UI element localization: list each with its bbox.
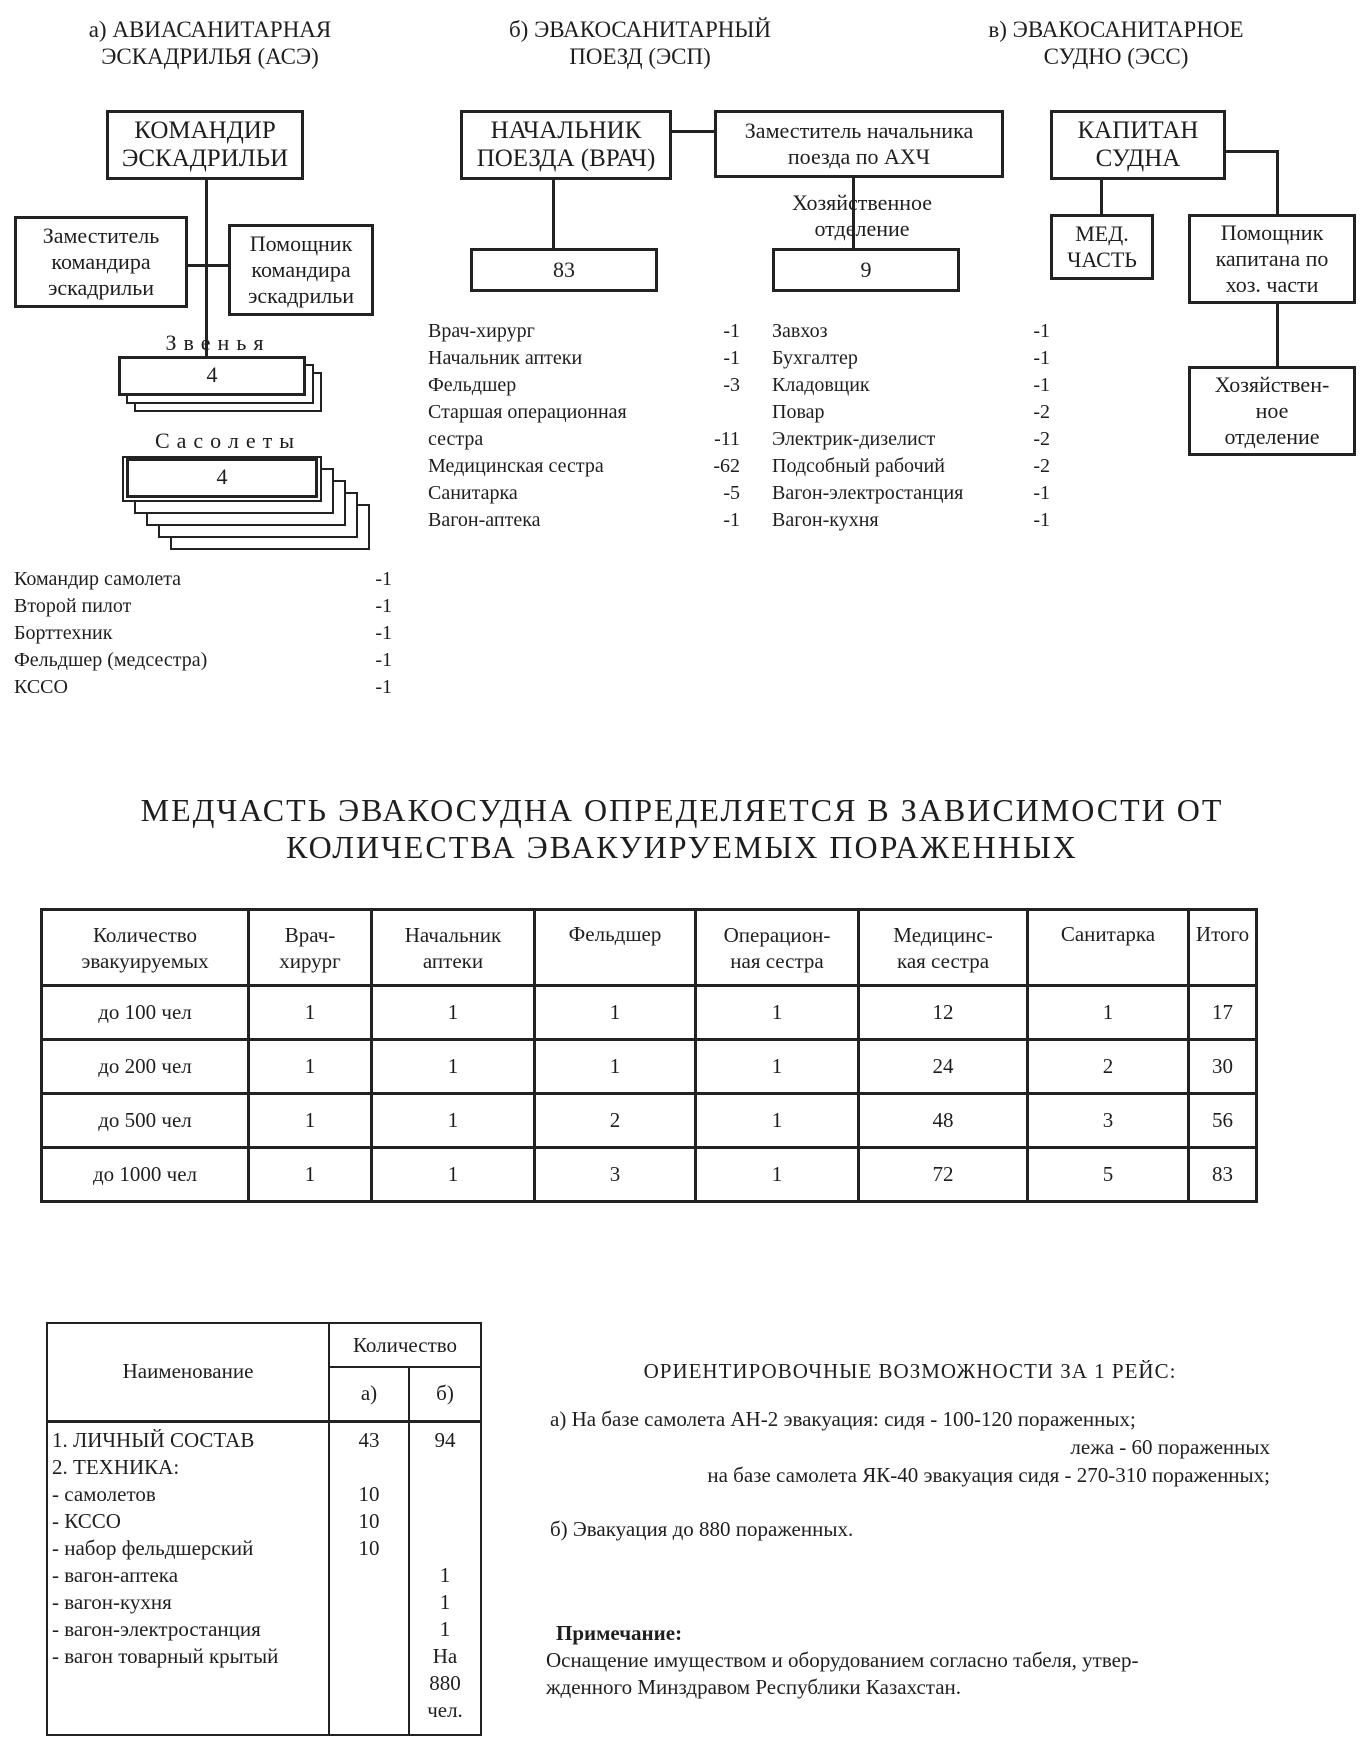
table-cell: 48 — [859, 1094, 1028, 1148]
table-cell: 1 — [696, 986, 859, 1040]
table-header-cell: а) — [329, 1367, 409, 1421]
table-cell: 1 — [372, 1040, 535, 1094]
deputy-commander-box: Заместитель командира эскадрильи — [14, 216, 188, 308]
table-cell: 24 — [859, 1040, 1028, 1094]
medical-unit-table — [40, 908, 1258, 1203]
list-item: Завхоз -1 — [772, 320, 1050, 342]
table-header-cell: Количество — [329, 1323, 481, 1367]
table-row — [42, 986, 1257, 1040]
table-row — [47, 1421, 481, 1735]
section-c-title: в) ЭВАКОСАНИТАРНОЕ СУДНО (ЭСС) — [988, 17, 1244, 69]
table-header-cell: Фельдшер — [535, 910, 696, 986]
list-item: Кладовщик -1 — [772, 374, 1050, 396]
section-a-title: а) АВИАСАНИТАРНАЯ ЭСКАДРИЛЬЯ (АСЭ) — [88, 17, 332, 69]
table-cell: 3 — [535, 1148, 696, 1202]
list-item: Электрик-дизелист -2 — [772, 428, 1050, 450]
connector-line — [1276, 304, 1279, 366]
ship-captain-box: КАПИТАН СУДНА — [1050, 110, 1226, 180]
train-deputy-box: Заместитель начальника поезда по АХЧ — [714, 110, 1004, 178]
table-header-cell: Начальник аптеки — [372, 910, 535, 986]
list-item: Второй пилот -1 — [14, 595, 392, 617]
table-header-cell: Наименование — [47, 1323, 329, 1421]
table-header-cell: б) — [409, 1367, 481, 1421]
train-medical-staff-list — [428, 318, 740, 534]
connector-line — [1226, 150, 1278, 153]
list-item: Вагон-кухня -1 — [772, 509, 1050, 531]
ship-assistant-captain-box: Помощник капитана по хоз. части — [1188, 214, 1356, 304]
household-staff-count-box: 9 — [772, 248, 960, 292]
list-item: Повар -2 — [772, 401, 1050, 423]
capabilities-line: на базе самолета ЯК-40 эвакуация сидя - 270-310 пораженных; — [707, 1463, 1270, 1487]
table-cell: 1 — [535, 986, 696, 1040]
list-item: Фельдшер -3 — [428, 374, 740, 396]
list-item: Вагон-аптека -1 — [428, 509, 740, 531]
capabilities-line: б) Эвакуация до 880 пораженных. — [550, 1517, 854, 1541]
crew-list — [14, 566, 392, 701]
connector-line — [1276, 150, 1279, 214]
table-cell: 1 — [249, 1148, 372, 1202]
list-item: сестра -11 — [428, 428, 740, 450]
table-header-cell: Санитарка — [1028, 910, 1189, 986]
ship-medical-unit-box: МЕД. ЧАСТЬ — [1050, 214, 1154, 280]
train-chief-box: НАЧАЛЬНИК ПОЕЗДА (ВРАЧ) — [460, 110, 672, 180]
table-cell: до 100 чел — [42, 986, 249, 1040]
table-cell: 12 — [859, 986, 1028, 1040]
quantity-b-cell: 94 1 1 1 На 880 чел. — [409, 1421, 481, 1735]
list-item: Подсобный рабочий -2 — [772, 455, 1050, 477]
table-header-row — [42, 910, 1257, 986]
table-cell: 5 — [1028, 1148, 1189, 1202]
list-item: Начальник аптеки -1 — [428, 347, 740, 369]
train-household-staff-list — [772, 318, 1050, 534]
table-header-cell: Операцион- ная сестра — [696, 910, 859, 986]
capabilities-line: лежа - 60 пораженных — [1070, 1435, 1270, 1459]
table-cell: 1 — [696, 1148, 859, 1202]
capabilities-line: а) На базе самолета АН-2 эвакуация: сидя - 100-120 пораженных; — [550, 1407, 1136, 1431]
table-row — [42, 1094, 1257, 1148]
connector-line — [1100, 180, 1103, 214]
table-cell: до 1000 чел — [42, 1148, 249, 1202]
table-header-cell: Медицинс- кая сестра — [859, 910, 1028, 986]
table-cell: 1 — [372, 1148, 535, 1202]
table-cell: 83 — [1189, 1148, 1257, 1202]
list-item: Фельдшер (медсестра) -1 — [14, 649, 392, 671]
list-item: Медицинская сестра -62 — [428, 455, 740, 477]
table-cell: 1 — [249, 1040, 372, 1094]
table-cell: 56 — [1189, 1094, 1257, 1148]
capabilities-title: ОРИЕНТИРОВОЧНЫЕ ВОЗМОЖНОСТИ ЗА 1 РЕЙС: — [643, 1359, 1177, 1383]
links-label: Звенья — [165, 330, 271, 355]
table-cell: 17 — [1189, 986, 1257, 1040]
section-b-title: б) ЭВАКОСАНИТАРНЫЙ ПОЕЗД (ЭСП) — [508, 17, 772, 69]
table-cell: 1 — [535, 1040, 696, 1094]
table-cell: до 200 чел — [42, 1040, 249, 1094]
connector-line — [552, 180, 555, 248]
list-item: Командир самолета -1 — [14, 568, 392, 590]
table-cell: 1 — [372, 1094, 535, 1148]
household-department-label: Хозяйственное отделение — [791, 190, 933, 241]
list-item: Бухгалтер -1 — [772, 347, 1050, 369]
table-header-row — [47, 1323, 481, 1367]
table-cell: 1 — [249, 986, 372, 1040]
aircraft-count: 4 — [216, 464, 228, 489]
table-cell: 1 — [249, 1094, 372, 1148]
note-label: Примечание: — [556, 1621, 683, 1645]
quantity-a-cell: 43 10 10 10 — [329, 1421, 409, 1735]
table-cell: 1 — [696, 1094, 859, 1148]
list-item: Вагон-электростанция -1 — [772, 482, 1050, 504]
table-cell: 30 — [1189, 1040, 1257, 1094]
table-cell: 72 — [859, 1148, 1028, 1202]
table-header-cell: Врач- хирург — [249, 910, 372, 986]
main-heading: МЕДЧАСТЬ ЭВАКОСУДНА ОПРЕДЕЛЯЕТСЯ В ЗАВИСИМОСТИ ОТ КОЛИЧЕСТВА ЭВАКУИРУЕМЫХ ПОРАЖЕННЫХ — [140, 792, 1224, 865]
ship-household-department-box: Хозяйствен- ное отделение — [1188, 366, 1356, 456]
table-cell: 1 — [372, 986, 535, 1040]
table-header-cell: Итого — [1189, 910, 1257, 986]
table-cell: 2 — [535, 1094, 696, 1148]
list-item: Санитарка -5 — [428, 482, 740, 504]
table-cell: 3 — [1028, 1094, 1189, 1148]
list-item: Борттехник -1 — [14, 622, 392, 644]
list-item: Старшая операционная — [428, 401, 627, 423]
list-item: КССО -1 — [14, 676, 392, 698]
item-names-cell: 1. ЛИЧНЫЙ СОСТАВ 2. ТЕХНИКА: - самолетов - КССО - набор фельдшерский - вагон-аптека - вагон-кухня - вагон-электростанция - вагон товарный крытый — [47, 1421, 329, 1735]
table-cell: 1 — [1028, 986, 1189, 1040]
table-cell: 1 — [696, 1040, 859, 1094]
connector-line — [672, 130, 714, 133]
table-header-cell: Количество эвакуируемых — [42, 910, 249, 986]
table-cell: до 500 чел — [42, 1094, 249, 1148]
medical-staff-count-box: 83 — [470, 248, 658, 292]
note-text: Оснащение имуществом и оборудованием согласно табеля, утвер- — [546, 1648, 1139, 1672]
links-count: 4 — [206, 362, 218, 387]
table-cell: 2 — [1028, 1040, 1189, 1094]
connector-line — [188, 264, 228, 267]
table-row — [42, 1148, 1257, 1202]
table-row — [42, 1040, 1257, 1094]
list-item: Врач-хирург -1 — [428, 320, 740, 342]
assistant-commander-box: Помощник командира эскадрильи — [228, 224, 374, 316]
note-text: жденного Минздравом Республики Казахстан. — [546, 1675, 962, 1699]
aircraft-label: Сасолеты — [154, 428, 302, 453]
squadron-commander-box: КОМАНДИР ЭСКАДРИЛЬИ — [106, 110, 304, 180]
resources-table — [46, 1322, 482, 1736]
